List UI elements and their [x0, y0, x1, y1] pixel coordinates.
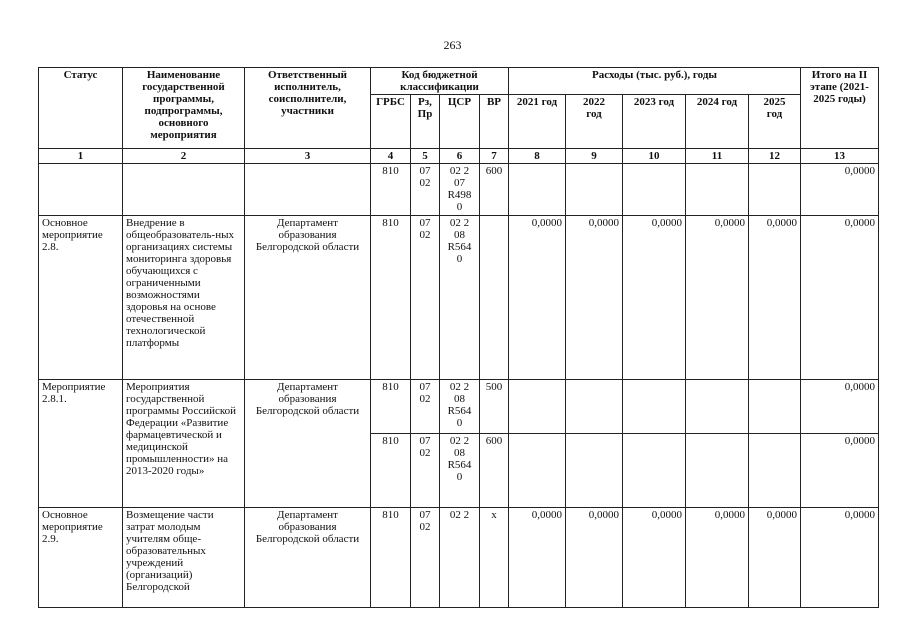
- cell-y2022: 0,0000: [566, 508, 623, 608]
- header-status: Статус: [39, 68, 123, 149]
- header-rzpr: Рз, Пр: [411, 95, 440, 149]
- table-row: [39, 380, 879, 434]
- budget-table: [38, 67, 879, 608]
- cell-grbs: 810: [371, 434, 411, 508]
- cell-vr: х: [480, 508, 509, 608]
- cell-rzpr: 07 02: [411, 508, 440, 608]
- cell-name: [123, 164, 245, 216]
- cell-total: 0,0000: [801, 216, 879, 380]
- header-row-1: [39, 68, 879, 95]
- cell-vr: 500: [480, 380, 509, 434]
- table-row: [39, 164, 879, 216]
- cell-vr: 600: [480, 164, 509, 216]
- cell-rzpr: 07 02: [411, 434, 440, 508]
- cell-y2024: [686, 434, 749, 508]
- cell-total: 0,0000: [801, 380, 879, 434]
- header-expenses: Расходы (тыс. руб.), годы: [509, 68, 801, 95]
- cell-y2022: 0,0000: [566, 216, 623, 380]
- header-y2024: 2024 год: [686, 95, 749, 149]
- page-number: 263: [443, 38, 462, 52]
- column-number: 13: [801, 149, 879, 164]
- cell-status: Основное мероприятие 2.8.: [39, 216, 123, 380]
- cell-y2023: 0,0000: [623, 216, 686, 380]
- cell-responsible: Департамент образования Белгородской области: [245, 380, 371, 508]
- column-number: 11: [686, 149, 749, 164]
- cell-grbs: 810: [371, 380, 411, 434]
- cell-responsible: Департамент образования Белгородской области: [245, 508, 371, 608]
- cell-responsible: [245, 164, 371, 216]
- cell-y2025: 0,0000: [749, 508, 801, 608]
- cell-name: Возмещение части затрат молодым учителям обще-образовательных учреждений (организаций) Белгородской: [123, 508, 245, 608]
- cell-y2022: [566, 434, 623, 508]
- cell-grbs: 810: [371, 216, 411, 380]
- cell-status: Основное мероприятие 2.9.: [39, 508, 123, 608]
- cell-csr: 02 2 08 R564 0: [440, 216, 480, 380]
- column-number: 7: [480, 149, 509, 164]
- column-number: 2: [123, 149, 245, 164]
- cell-status: Мероприятие 2.8.1.: [39, 380, 123, 508]
- cell-y2024: [686, 380, 749, 434]
- cell-total: 0,0000: [801, 434, 879, 508]
- cell-y2025: 0,0000: [749, 216, 801, 380]
- column-number: 8: [509, 149, 566, 164]
- header-y2021: 2021 год: [509, 95, 566, 149]
- header-responsible: Ответственный исполнитель, соисполнители, участники: [245, 68, 371, 149]
- column-number: 1: [39, 149, 123, 164]
- cell-y2023: [623, 434, 686, 508]
- cell-rzpr: 07 02: [411, 216, 440, 380]
- column-number: 4: [371, 149, 411, 164]
- header-vr: ВР: [480, 95, 509, 149]
- cell-csr: 02 2 07 R498 0: [440, 164, 480, 216]
- column-number: 12: [749, 149, 801, 164]
- cell-csr: 02 2: [440, 508, 480, 608]
- cell-status: [39, 164, 123, 216]
- cell-grbs: 810: [371, 508, 411, 608]
- cell-y2021: 0,0000: [509, 508, 566, 608]
- cell-grbs: 810: [371, 164, 411, 216]
- cell-y2024: [686, 164, 749, 216]
- cell-y2025: [749, 434, 801, 508]
- cell-rzpr: 07 02: [411, 164, 440, 216]
- column-number: 3: [245, 149, 371, 164]
- cell-total: 0,0000: [801, 164, 879, 216]
- cell-csr: 02 2 08 R564 0: [440, 380, 480, 434]
- cell-y2023: [623, 380, 686, 434]
- cell-name: Внедрение в общеобразователь-ных организациях системы мониторинга здоровья обучающихся с ограниченными возможностями здоровья на основе отечественной технологической платформы: [123, 216, 245, 380]
- header-csr: ЦСР: [440, 95, 480, 149]
- header-budget-code: Код бюджетной классификации: [371, 68, 509, 95]
- cell-y2021: [509, 434, 566, 508]
- cell-csr: 02 2 08 R564 0: [440, 434, 480, 508]
- header-y2023: 2023 год: [623, 95, 686, 149]
- cell-y2024: 0,0000: [686, 216, 749, 380]
- cell-responsible: Департамент образования Белгородской области: [245, 216, 371, 380]
- header-y2022: 2022 год: [566, 95, 623, 149]
- cell-vr: 600: [480, 434, 509, 508]
- column-number: 5: [411, 149, 440, 164]
- header-name: Наименование государственной программы, подпрограммы, основного мероприятия: [123, 68, 245, 149]
- column-number: 9: [566, 149, 623, 164]
- table-row: [39, 508, 879, 608]
- cell-total: 0,0000: [801, 508, 879, 608]
- cell-y2024: 0,0000: [686, 508, 749, 608]
- cell-y2021: 0,0000: [509, 216, 566, 380]
- header-total: Итого на II этапе (2021-2025 годы): [801, 68, 879, 149]
- table-row: [39, 216, 879, 380]
- cell-rzpr: 07 02: [411, 380, 440, 434]
- cell-name: Мероприятия государственной программы Российской Федерации «Развитие фармацевтической и медицинской промышленности» на 2013-2020 годы»: [123, 380, 245, 508]
- cell-y2025: [749, 380, 801, 434]
- column-number-row: [39, 149, 879, 164]
- cell-y2025: [749, 164, 801, 216]
- cell-y2023: 0,0000: [623, 508, 686, 608]
- cell-y2021: [509, 164, 566, 216]
- cell-y2023: [623, 164, 686, 216]
- column-number: 10: [623, 149, 686, 164]
- cell-vr: [480, 216, 509, 380]
- header-y2025: 2025 год: [749, 95, 801, 149]
- cell-y2022: [566, 380, 623, 434]
- header-grbs: ГРБС: [371, 95, 411, 149]
- column-number: 6: [440, 149, 480, 164]
- cell-y2022: [566, 164, 623, 216]
- cell-y2021: [509, 380, 566, 434]
